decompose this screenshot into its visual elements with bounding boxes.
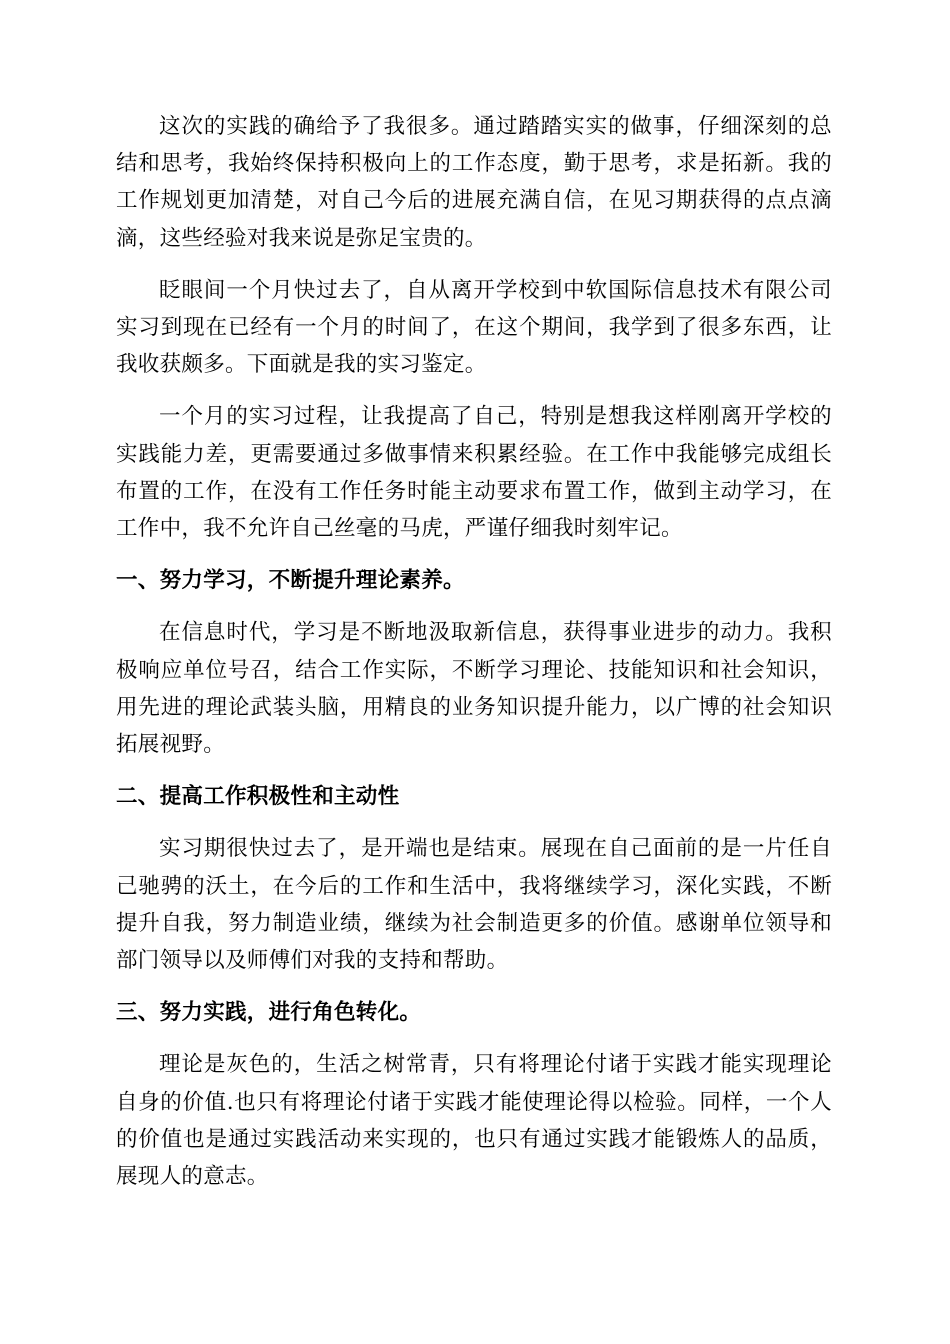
section-text-2: 实习期很快过去了，是开端也是结束。展现在自己面前的是一片任自己驰骋的沃土，在今后的工作和生活中，我将继续学习，深化实践，不断提升自我，努力制造业绩，继续为社会制造更多的价值。感谢单位领导和部门领导以及师傅们对我的支持和帮助。: [116, 836, 832, 974]
paragraph-3: 一个月的实习过程，让我提高了自己，特别是想我这样刚离开学校的实践能力差，更需要通过多做事情来积累经验。在工作中我能够完成组长布置的工作，在没有工作任务时能主动要求布置工作，做到主动学习，在工作中，我不允许自己丝毫的马虎，严谨仔细我时刻牢记。: [116, 404, 832, 542]
section-text-1: 在信息时代，学习是不断地汲取新信息，获得事业进步的动力。我积极响应单位号召，结合工作实际，不断学习理论、技能知识和社会知识，用先进的理论武装头脑，用精良的业务知识提升能力，以广博的社会知识拓展视野。: [116, 620, 832, 758]
section-heading-1: 一、努力学习，不断提升理论素养。: [116, 568, 465, 594]
section-heading-2: 二、提高工作积极性和主动性: [116, 784, 400, 810]
section-text-3: 理论是灰色的，生活之树常青，只有将理论付诸于实践才能实现理论自身的价值.也只有将理论付诸于实践才能使理论得以检验。同样，一个人的价值也是通过实践活动来实现的，也只有通过实践才能锻炼人的品质，展现人的意志。: [116, 1052, 832, 1190]
section-heading-3: 三、努力实践，进行角色转化。: [116, 1000, 422, 1026]
paragraph-1: 这次的实践的确给予了我很多。通过踏踏实实的做事，仔细深刻的总结和思考，我始终保持积极向上的工作态度，勤于思考，求是拓新。我的工作规划更加清楚，对自己今后的进展充满自信，在见习期获得的点点滴滴，这些经验对我来说是弥足宝贵的。: [116, 114, 832, 251]
document-page: [116, 108, 832, 1195]
paragraph-2: 眨眼间一个月快过去了，自从离开学校到中软国际信息技术有限公司实习到现在已经有一个月的时间了，在这个期间，我学到了很多东西，让我收获颇多。下面就是我的实习鉴定。: [116, 277, 832, 378]
